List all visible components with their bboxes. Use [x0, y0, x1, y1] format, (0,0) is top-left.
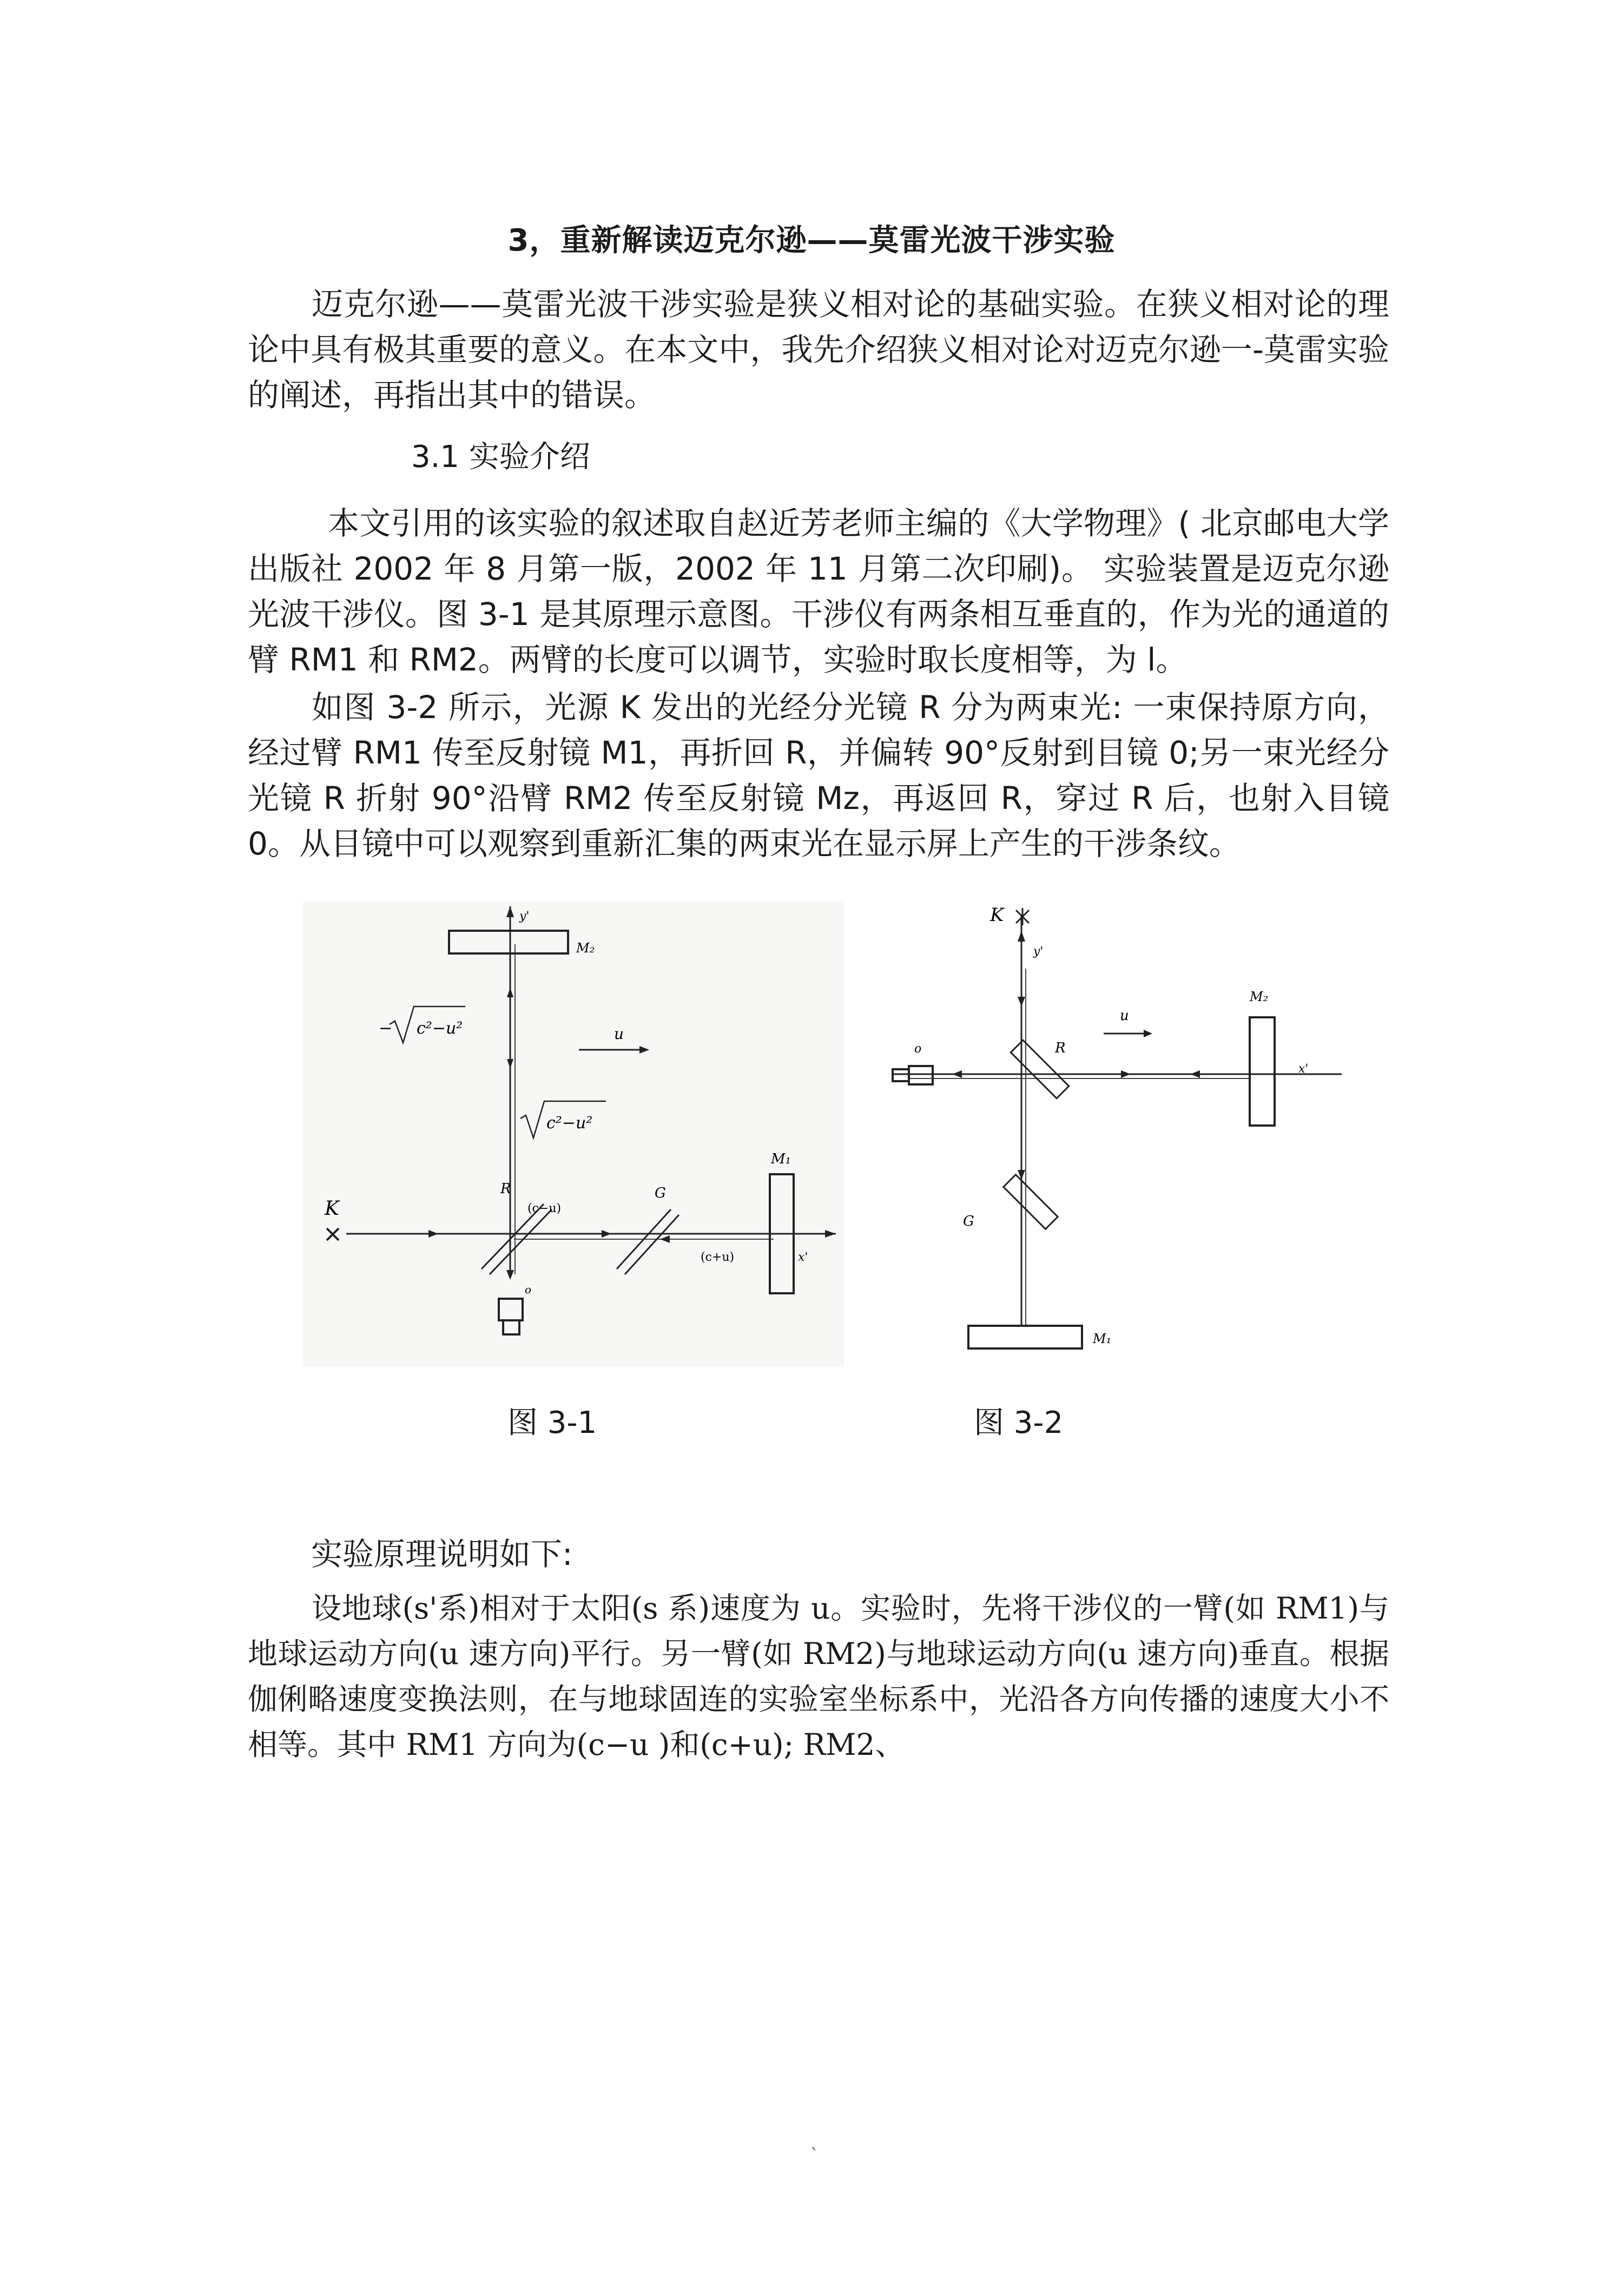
- source-k-label: K: [325, 1198, 339, 1220]
- speed-c-minus-u-label: (c−u): [527, 1202, 562, 1215]
- section-heading: 3，重新解读迈克尔逊——莫雷光波干涉实验: [507, 223, 1116, 258]
- mirror-m2-label: M₂: [576, 940, 595, 956]
- sqrt-expression-lower: c²−u²: [546, 1114, 593, 1133]
- y-axis-label: y': [519, 910, 530, 923]
- splitter-r-label: R: [500, 1181, 511, 1197]
- sqrt-expression-upper: c²−u²: [417, 1019, 463, 1038]
- velocity-label: u: [1120, 1008, 1129, 1024]
- mirror-m1-label: M₁: [1093, 1331, 1112, 1346]
- eyepiece-o-label: o: [914, 1042, 922, 1056]
- principle-paragraph: 设地球(s'系)相对于太阳(s 系)速度为 u。实验时，先将干涉仪的一臂(如 RM1)与地球运动方向(u 速方向)平行。另一臂(如 RM2)与地球运动方向(u 速方向)垂直。根据伽俐略速度变换法则，在与地球固连的实验室坐标系中，光沿各方向传播的速度大小不相等。其中 RM1 方向为(c−u )和(c+u); RM2、: [248, 1591, 1389, 1762]
- figure-3-1-caption: 图 3-1: [507, 1405, 597, 1440]
- x-axis-label: x': [1298, 1062, 1309, 1076]
- subsection-heading: 3.1 实验介绍: [411, 439, 590, 475]
- figure-background: [303, 901, 844, 1366]
- mirror-m1-label: M₁: [771, 1151, 791, 1167]
- x-axis-label: x': [798, 1251, 808, 1264]
- mirror-m2-label: M₂: [1250, 989, 1269, 1004]
- compensator-g-label: G: [963, 1213, 974, 1229]
- eyepiece-o-label: o: [525, 1283, 532, 1296]
- page-bottom-mark: `: [810, 2146, 819, 2165]
- speed-c-plus-u-label: (c+u): [701, 1251, 735, 1264]
- source-k-label: K: [990, 904, 1004, 926]
- velocity-label: u: [614, 1025, 624, 1043]
- figure-3-1-diagram: [303, 901, 844, 1366]
- figure-3-2-diagram: [876, 898, 1363, 1364]
- light-path-paragraph: 如图 3-2 所示，光源 K 发出的光经分光镜 R 分为两束光: 一束保持原方向，经过臂 RM1 传至反射镜 M1，再折回 R，并偏转 90°反射到目镜 0;另一束光经分光镜 R 折射 90°沿臂 RM2 传至反射镜 Mz，再返回 R，穿过 R 后，也射入目镜 0。从目镜中可以观察到重新汇集的两束光在显示屏上产生的干涉条纹。: [248, 689, 1389, 862]
- figure-3-2-caption: 图 3-2: [974, 1405, 1064, 1440]
- negative-sign: −: [379, 1019, 393, 1038]
- principle-heading: 实验原理说明如下:: [311, 1536, 573, 1573]
- intro-paragraph: 迈克尔逊——莫雷光波干涉实验是狭义相对论的基础实验。在狭义相对论的理论中具有极其重要的意义。在本文中，我先介绍狭义相对论对迈克尔逊一-莫雷实验的阐述，再指出其中的错误。: [248, 286, 1389, 413]
- compensator-g-label: G: [655, 1185, 666, 1201]
- source-paragraph: 本文引用的该实验的叙述取自赵近芳老师主编的《大学物理》( 北京邮电大学出版社 2002 年 8 月第一版，2002 年 11 月第二次印刷)。 实验装置是迈克尔逊光波干涉仪。图 3-1 是其原理示意图。干涉仪有两条相互垂直的，作为光的通道的臂 RM1 和 RM2。两臂的长度可以调节，实验时取长度相等，为 l。: [248, 505, 1389, 678]
- figure-background: [876, 898, 1363, 1364]
- y-axis-label: y': [1033, 945, 1044, 958]
- splitter-r-label: R: [1055, 1040, 1066, 1056]
